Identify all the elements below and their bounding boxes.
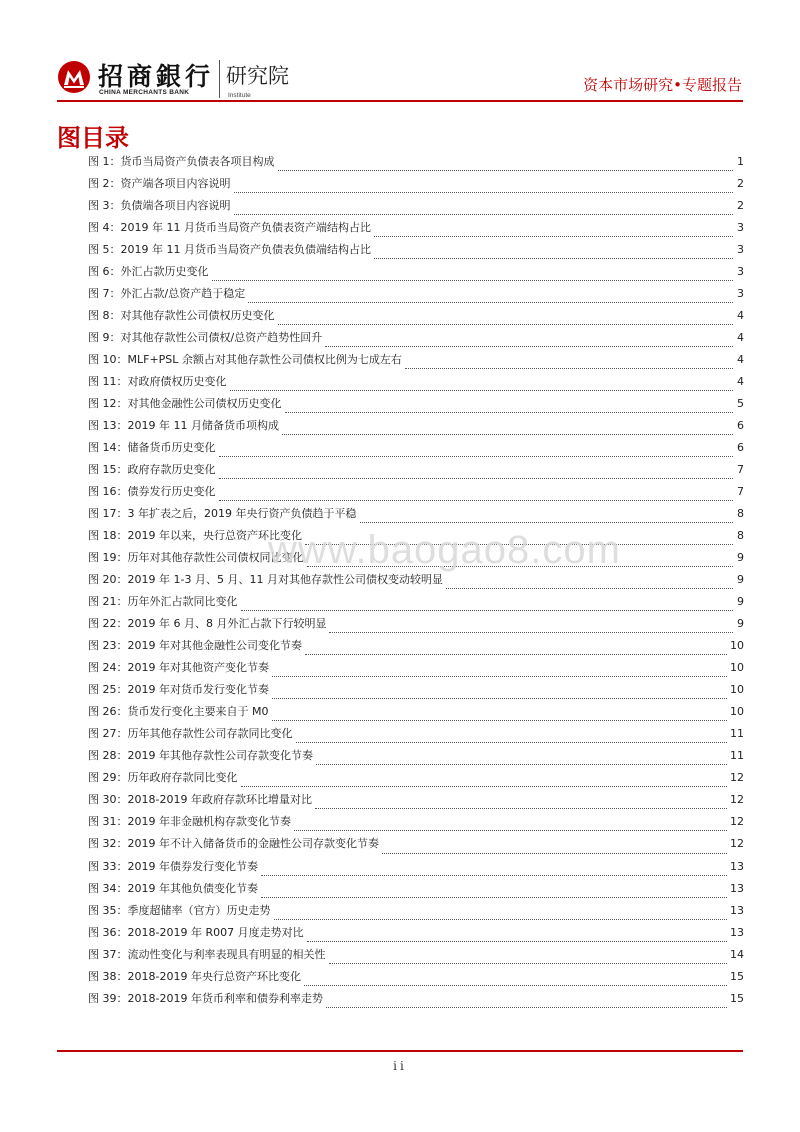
- toc-entry-label: 图 4：: [88, 221, 121, 235]
- toc-entry-title: 负债端各项目内容说明: [120, 199, 231, 213]
- institute-name-en: Institute: [228, 92, 251, 99]
- toc-leader-dots: [219, 453, 734, 457]
- page-title: 图目录: [57, 124, 129, 152]
- toc-entry-title: 2019 年 11 月货币当局资产负债表资产端结构占比: [120, 221, 371, 235]
- toc-entry-page: 14: [730, 947, 744, 961]
- toc-leader-dots: [272, 673, 727, 677]
- cmb-logo-icon: [57, 60, 91, 94]
- toc-entry[interactable]: [88, 636, 744, 658]
- toc-entry-label: 图 25：: [88, 683, 128, 697]
- toc-entry-title: 2019 年 11 月货币当局资产负债表负债端结构占比: [120, 243, 371, 257]
- toc-entry-page: 8: [737, 507, 744, 521]
- toc-entry-title: 历年外汇占款同比变化: [127, 595, 238, 609]
- toc-leader-dots: [326, 1004, 727, 1008]
- toc-entry[interactable]: [88, 967, 744, 989]
- toc-entry[interactable]: [88, 857, 744, 879]
- toc-entry[interactable]: [88, 350, 744, 372]
- toc-entry-label: 图 20：: [88, 573, 128, 587]
- toc-leader-dots: [272, 695, 727, 699]
- toc-entry-label: 图 31：: [88, 815, 128, 829]
- toc-entry-title: 历年其他存款性公司存款同比变化: [127, 727, 293, 741]
- toc-entry-label: 图 11：: [88, 375, 128, 389]
- toc-entry-label: 图 21：: [88, 595, 128, 609]
- toc-entry-page: 13: [730, 925, 744, 939]
- toc-entry[interactable]: [88, 570, 744, 592]
- toc-entry-title: 3 年扩表之后，2019 年央行资产负债趋于平稳: [127, 507, 357, 521]
- toc-entry-label: 图 12：: [88, 397, 128, 411]
- toc-entry-title: 外汇占款/总资产趋于稳定: [120, 287, 246, 301]
- toc-entry-page: 3: [737, 287, 744, 301]
- toc-entry-label: 图 36：: [88, 925, 128, 939]
- toc-entry-page: 9: [737, 551, 744, 565]
- toc-entry[interactable]: [88, 834, 744, 856]
- toc-entry[interactable]: [88, 746, 744, 768]
- toc-entry-page: 3: [737, 265, 744, 279]
- toc-entry[interactable]: [88, 702, 744, 724]
- toc-entry-label: 图 2：: [88, 177, 121, 191]
- toc-entry[interactable]: [88, 460, 744, 482]
- toc-entry-page: 12: [730, 837, 744, 851]
- page-header: [0, 0, 800, 104]
- toc-entry-page: 13: [730, 903, 744, 917]
- toc-entry-label: 图 27：: [88, 727, 128, 741]
- toc-entry-label: 图 16：: [88, 485, 128, 499]
- toc-entry-title: 历年对其他存款性公司债权同比变化: [127, 551, 304, 565]
- toc-entry-page: 4: [737, 375, 744, 389]
- toc-entry-label: 图 9：: [88, 331, 121, 345]
- toc-entry-title: 2019 年 6 月、8 月外汇占款下行较明显: [127, 617, 327, 631]
- toc-entry-title: 债券发行历史变化: [127, 485, 216, 499]
- toc-entry-title: 2019 年债券发行变化节奏: [127, 859, 258, 873]
- toc-entry-title: 2019 年其他存款性公司存款变化节奏: [127, 749, 313, 763]
- toc-entry-page: 10: [730, 661, 744, 675]
- toc-entry-title: 2018-2019 年 R007 月度走势对比: [127, 925, 304, 939]
- toc-entry-page: 2: [737, 199, 744, 213]
- toc-entry-title: 对其他金融性公司债权历史变化: [127, 397, 282, 411]
- toc-entry-page: 4: [737, 353, 744, 367]
- toc-entry-page: 12: [730, 815, 744, 829]
- toc-entry[interactable]: [88, 394, 744, 416]
- figure-toc-list: [88, 152, 744, 1011]
- logo-divider: [219, 60, 220, 98]
- toc-leader-dots: [272, 717, 728, 721]
- toc-entry-label: 图 17：: [88, 507, 128, 521]
- watermark: www.baogao8.com: [268, 528, 621, 572]
- toc-entry-page: 13: [730, 859, 744, 873]
- toc-leader-dots: [274, 916, 728, 920]
- toc-entry-label: 图 1：: [88, 155, 121, 168]
- toc-leader-dots: [316, 761, 727, 765]
- toc-entry-title: 2019 年其他负债变化节奏: [127, 881, 258, 895]
- toc-entry-title: 季度超储率（官方）历史走势: [127, 903, 271, 917]
- toc-entry-label: 图 24：: [88, 661, 128, 675]
- toc-entry-title: 政府存款历史变化: [127, 463, 216, 477]
- toc-entry-page: 3: [737, 221, 744, 235]
- toc-entry-label: 图 13：: [88, 419, 128, 433]
- toc-entry[interactable]: [88, 174, 744, 196]
- toc-entry-label: 图 22：: [88, 617, 128, 631]
- toc-entry-page: 7: [737, 463, 744, 477]
- toc-leader-dots: [234, 189, 734, 193]
- toc-entry[interactable]: [88, 284, 744, 306]
- toc-entry[interactable]: [88, 482, 744, 504]
- toc-entry[interactable]: [88, 306, 744, 328]
- toc-entry-title: 2019 年非金融机构存款变化节奏: [127, 815, 291, 829]
- institute-name-cn: 研究院: [226, 64, 289, 88]
- toc-leader-dots: [360, 519, 734, 523]
- toc-entry-page: 9: [737, 617, 744, 631]
- toc-entry[interactable]: [88, 768, 744, 790]
- toc-entry-label: 图 28：: [88, 749, 128, 763]
- toc-entry-page: 5: [737, 397, 744, 411]
- toc-leader-dots: [315, 805, 727, 809]
- toc-entry-title: 2019 年对其他资产变化节奏: [127, 661, 269, 675]
- toc-entry-label: 图 3：: [88, 199, 121, 213]
- toc-leader-dots: [329, 960, 728, 964]
- toc-entry[interactable]: [88, 614, 744, 636]
- toc-entry-label: 图 15：: [88, 463, 128, 477]
- toc-entry-title: 2018-2019 年政府存款环比增量对比: [127, 793, 312, 807]
- toc-entry-page: 10: [730, 683, 744, 697]
- toc-entry-label: 图 7：: [88, 287, 121, 301]
- toc-entry-title: 2019 年以来，央行总资产环比变化: [127, 529, 302, 543]
- toc-entry[interactable]: [88, 372, 744, 394]
- toc-entry[interactable]: [88, 504, 744, 526]
- toc-leader-dots: [294, 827, 727, 831]
- toc-entry-label: 图 5：: [88, 243, 121, 257]
- toc-entry[interactable]: [88, 901, 744, 923]
- toc-leader-dots: [219, 475, 734, 479]
- page-number: ii: [393, 1059, 407, 1073]
- toc-entry-page: 12: [730, 793, 744, 807]
- toc-entry-title: 资产端各项目内容说明: [120, 177, 231, 191]
- toc-entry-label: 图 39：: [88, 991, 128, 1005]
- toc-entry-label: 图 18：: [88, 529, 128, 543]
- toc-leader-dots: [241, 783, 728, 787]
- toc-entry-page: 9: [737, 595, 744, 609]
- toc-entry[interactable]: [88, 989, 744, 1011]
- toc-entry-label: 图 26：: [88, 705, 128, 719]
- toc-entry[interactable]: [88, 945, 744, 967]
- header-rule: [57, 100, 743, 102]
- toc-entry-page: 10: [730, 705, 744, 719]
- report-type: 资本市场研究•专题报告: [583, 76, 742, 94]
- toc-leader-dots: [374, 255, 733, 259]
- toc-leader-dots: [278, 321, 734, 325]
- toc-leader-dots: [374, 233, 733, 237]
- toc-entry[interactable]: [88, 592, 744, 614]
- toc-entry-title: MLF+PSL 余额占对其他存款性公司债权比例为七成左右: [127, 353, 402, 367]
- toc-leader-dots: [278, 167, 734, 171]
- toc-entry-label: 图 33：: [88, 859, 128, 873]
- toc-entry-page: 4: [737, 331, 744, 345]
- toc-leader-dots: [304, 982, 727, 986]
- toc-entry-title: 储备货币历史变化: [127, 441, 216, 455]
- toc-entry-label: 图 35：: [88, 903, 128, 917]
- toc-leader-dots: [248, 299, 733, 303]
- toc-entry-title: 2018-2019 年央行总资产环比变化: [127, 969, 301, 983]
- toc-leader-dots: [405, 365, 733, 369]
- toc-leader-dots: [329, 629, 733, 633]
- toc-entry[interactable]: [88, 923, 744, 945]
- toc-entry-title: 流动性变化与利率表现具有明显的相关性: [127, 947, 326, 961]
- toc-entry-label: 图 14：: [88, 441, 128, 455]
- toc-entry-page: 8: [737, 529, 744, 543]
- toc-entry[interactable]: [88, 680, 744, 702]
- toc-entry-page: 11: [730, 727, 744, 741]
- toc-entry[interactable]: [88, 152, 744, 174]
- toc-entry-label: 图 34：: [88, 881, 128, 895]
- toc-entry[interactable]: [88, 438, 744, 460]
- toc-entry-title: 2019 年 1-3 月、5 月、11 月对其他存款性公司债权变动较明显: [127, 573, 443, 587]
- toc-entry-label: 图 38：: [88, 969, 128, 983]
- toc-entry-title: 对其他存款性公司债权历史变化: [120, 309, 275, 323]
- toc-entry-page: 12: [730, 771, 744, 785]
- toc-entry-page: 15: [730, 991, 744, 1005]
- footer-rule: [57, 1050, 743, 1052]
- toc-leader-dots: [261, 872, 727, 876]
- toc-entry-page: 15: [730, 969, 744, 983]
- toc-entry-label: 图 23：: [88, 639, 128, 653]
- toc-entry-title: 2019 年对货币发行变化节奏: [127, 683, 269, 697]
- toc-entry[interactable]: [88, 218, 744, 240]
- toc-entry-page: 4: [737, 309, 744, 323]
- toc-leader-dots: [212, 277, 734, 281]
- toc-entry-page: 1: [737, 155, 744, 168]
- toc-entry-label: 图 37：: [88, 947, 128, 961]
- toc-entry-label: 图 10：: [88, 353, 128, 367]
- toc-entry-title: 外汇占款历史变化: [120, 265, 209, 279]
- toc-entry-title: 货币当局资产负债表各项目构成: [120, 155, 275, 168]
- toc-entry-page: 13: [730, 881, 744, 895]
- toc-entry-label: 图 32：: [88, 837, 128, 851]
- toc-entry[interactable]: [88, 262, 744, 284]
- toc-leader-dots: [234, 211, 734, 215]
- toc-leader-dots: [382, 850, 727, 854]
- toc-entry-page: 10: [730, 639, 744, 653]
- toc-entry[interactable]: [88, 196, 744, 218]
- toc-entry-title: 2019 年对其他金融性公司变化节奏: [127, 639, 302, 653]
- toc-entry-title: 2019 年不计入储备货币的金融性公司存款变化节奏: [127, 837, 379, 851]
- toc-entry-label: 图 30：: [88, 793, 128, 807]
- toc-entry-title: 历年政府存款同比变化: [127, 771, 238, 785]
- toc-entry-title: 2019 年 11 月储备货币项构成: [127, 419, 279, 433]
- toc-entry-label: 图 29：: [88, 771, 128, 785]
- toc-entry-page: 2: [737, 177, 744, 191]
- toc-entry-title: 对政府债权历史变化: [127, 375, 227, 389]
- toc-entry-page: 3: [737, 243, 744, 257]
- toc-leader-dots: [282, 431, 733, 435]
- toc-entry-page: 6: [737, 419, 744, 433]
- toc-entry-title: 2018-2019 年货币利率和债券利率走势: [127, 991, 323, 1005]
- bank-name-en: CHINA MERCHANTS BANK: [99, 89, 190, 96]
- toc-entry-title: 货币发行变化主要来自于 M0: [127, 705, 269, 719]
- toc-leader-dots: [219, 497, 734, 501]
- toc-leader-dots: [307, 938, 727, 942]
- toc-leader-dots: [325, 343, 733, 347]
- toc-entry-page: 11: [730, 749, 744, 763]
- toc-leader-dots: [230, 387, 734, 391]
- toc-entry[interactable]: [88, 790, 744, 812]
- toc-leader-dots: [305, 651, 727, 655]
- toc-entry[interactable]: [88, 240, 744, 262]
- toc-entry[interactable]: [88, 658, 744, 680]
- toc-entry-page: 9: [737, 573, 744, 587]
- toc-entry[interactable]: [88, 724, 744, 746]
- toc-entry[interactable]: [88, 416, 744, 438]
- toc-entry-label: 图 6：: [88, 265, 121, 279]
- toc-entry-label: 图 19：: [88, 551, 128, 565]
- toc-entry[interactable]: [88, 812, 744, 834]
- toc-entry-title: 对其他存款性公司债权/总资产趋势性回升: [120, 331, 323, 345]
- toc-entry[interactable]: [88, 879, 744, 901]
- toc-leader-dots: [285, 409, 734, 413]
- bank-name-cn: 招商銀行: [98, 62, 215, 91]
- toc-entry-label: 图 8：: [88, 309, 121, 323]
- toc-leader-dots: [261, 894, 727, 898]
- toc-leader-dots: [446, 585, 733, 589]
- toc-entry-page: 7: [737, 485, 744, 499]
- toc-entry[interactable]: [88, 328, 744, 350]
- toc-leader-dots: [241, 607, 734, 611]
- toc-entry-page: 6: [737, 441, 744, 455]
- toc-leader-dots: [296, 739, 728, 743]
